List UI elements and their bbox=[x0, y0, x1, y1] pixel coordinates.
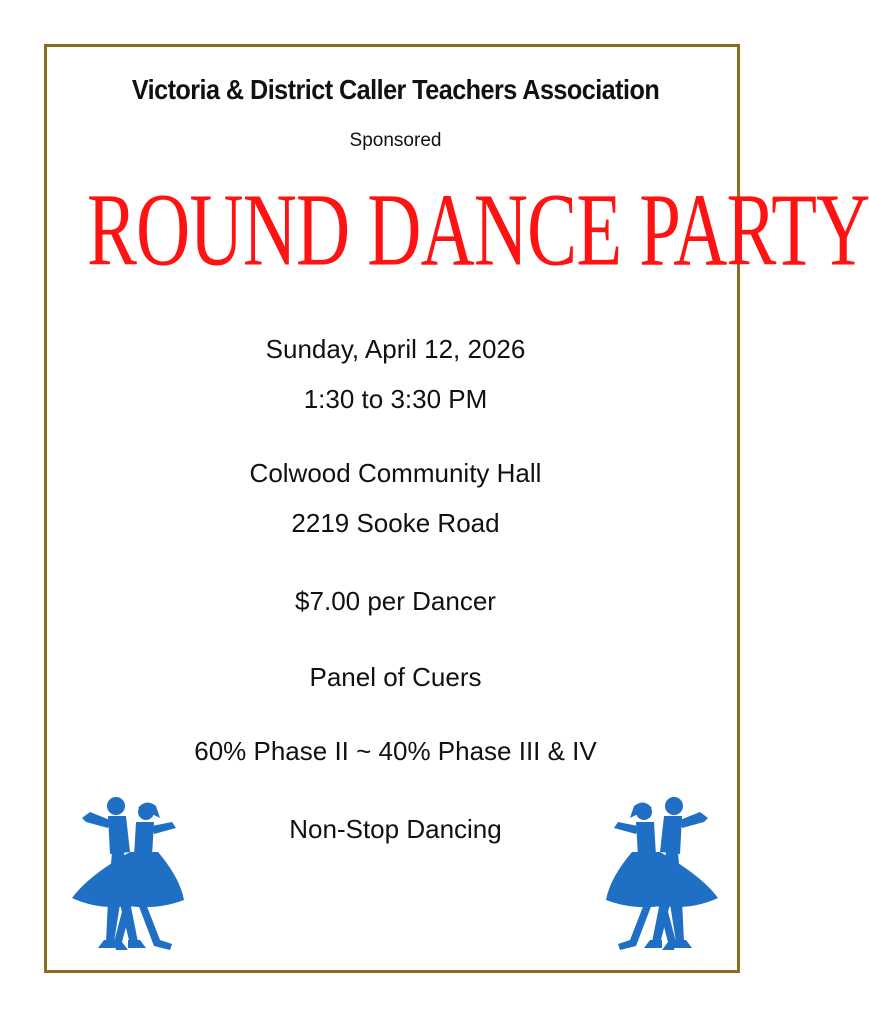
admission-price: $7.00 per Dancer bbox=[295, 586, 496, 616]
phase-mix: 60% Phase II ~ 40% Phase III & IV bbox=[194, 736, 597, 766]
event-headline: ROUND DANCE PARTY bbox=[87, 171, 869, 288]
sponsored-label: Sponsored bbox=[349, 130, 442, 151]
dancing-couple-icon bbox=[602, 792, 722, 956]
event-date: Sunday, April 12, 2026 bbox=[265, 334, 526, 364]
venue-address: 2219 Sooke Road bbox=[291, 508, 500, 538]
cuers-note: Panel of Cuers bbox=[309, 662, 482, 692]
event-time: 1:30 to 3:30 PM bbox=[303, 384, 488, 414]
dancing-couple-icon bbox=[68, 792, 188, 956]
tagline: Non-Stop Dancing bbox=[289, 814, 502, 844]
venue-name: Colwood Community Hall bbox=[249, 458, 542, 488]
organization-name: Victoria & District Caller Teachers Association bbox=[131, 74, 660, 105]
